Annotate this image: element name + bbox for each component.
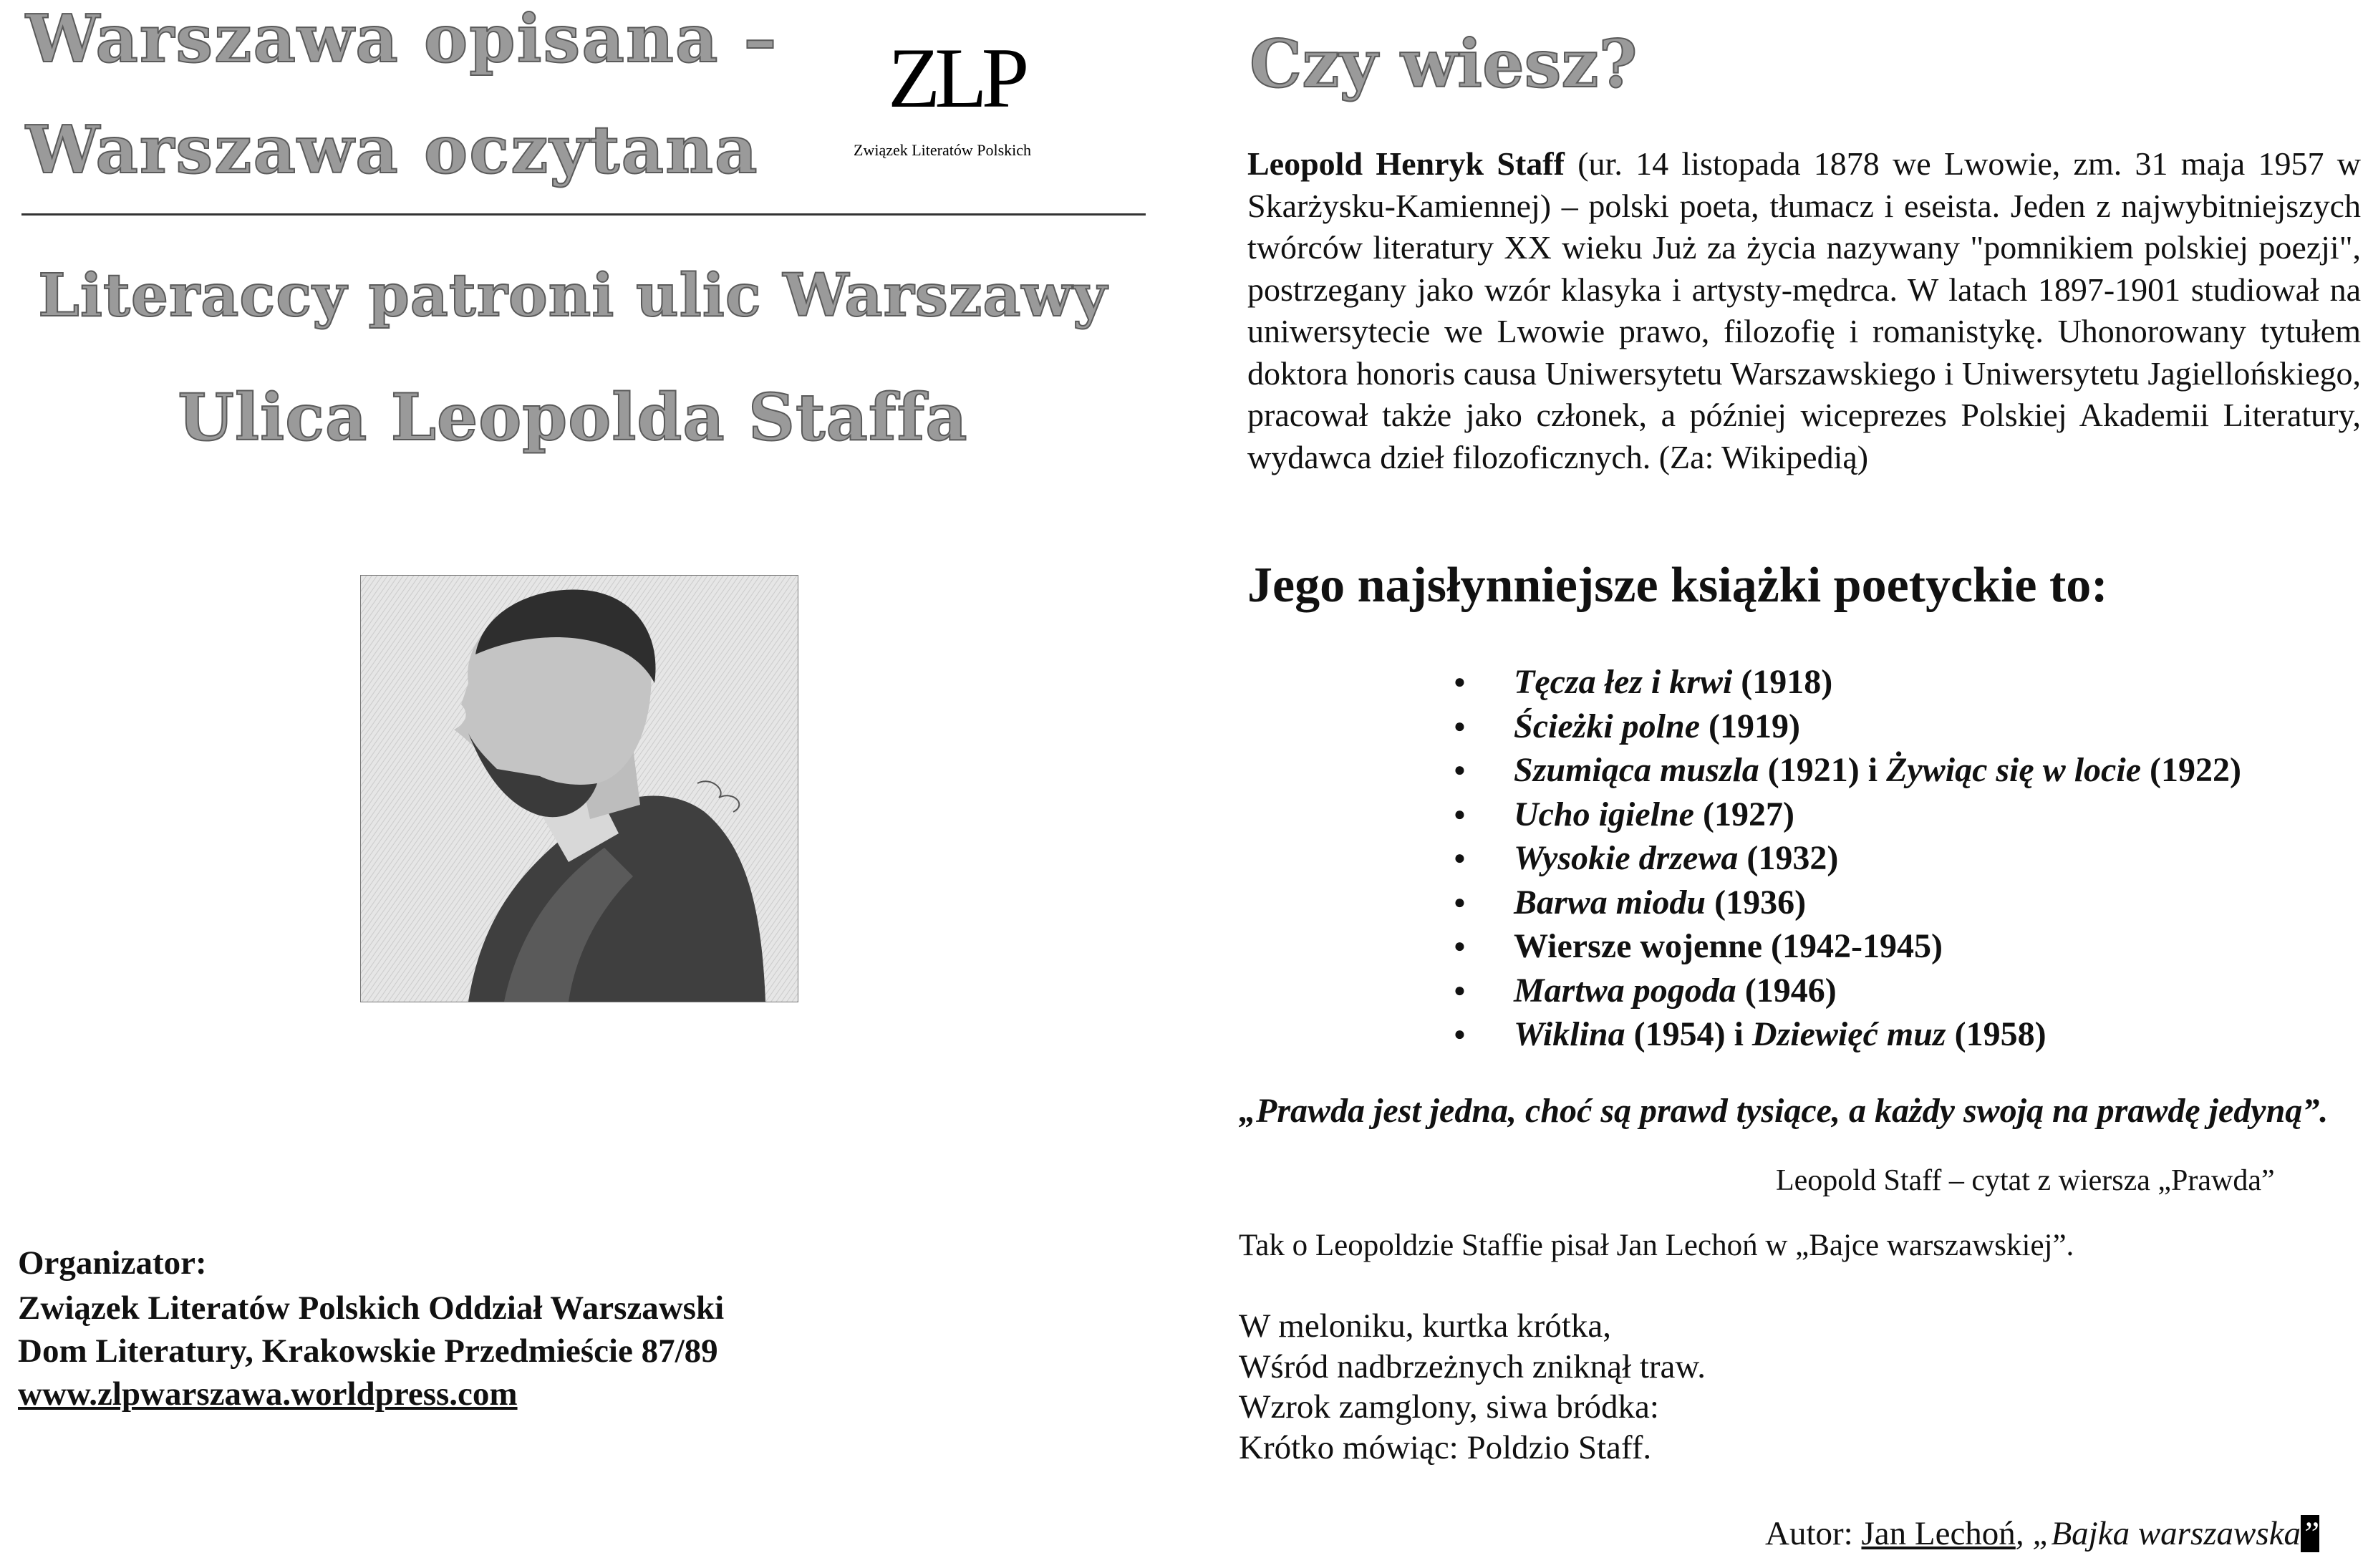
book-year: (1954) i xyxy=(1625,1015,1752,1053)
book-title: Martwa pogoda xyxy=(1514,971,1736,1010)
book-title: Wiersze wojenne (1942-1945) xyxy=(1514,927,1943,965)
book-year: (1921) i xyxy=(1759,751,1887,789)
poem-line: Wśród nadbrzeżnych zniknął traw. xyxy=(1239,1348,1706,1385)
book-title: Dziewięć muz xyxy=(1751,1015,1946,1053)
author-work: , „Bajka warszawska xyxy=(2015,1515,2301,1552)
list-item xyxy=(1454,924,2241,969)
quote-text: „Prawda jest jedna, choć są prawd tysiące, a każdy swoją na prawdę jedyną”. xyxy=(1239,1092,2329,1130)
book-year: (1927) xyxy=(1693,795,1794,833)
biography-text: (ur. 14 listopada 1878 we Lwowie, zm. 31 maja 1957 w Skarżysku-Kamiennej) – polski poeta, tłumacz i eseista. Jeden z najwybitniejszych twórców literatury XX wieku Już za życia nazywany "pomnikiem polskiej poezji", postrzegany jako wzór klasyka i artysty-mędrca. W latach 1897-1901 studiował na uniwersytecie we Lwowie prawo, filozofię i romanistykę. Uhonorowany tytułem doktora honoris causa Uniwersytetu Warszawskiego i Uniwersytetu Jagiellońskiego, pracował także jako członek, a później wiceprezes Polskiej Akademii Literatury, wydawca dzieł filozoficznych. (Za: Wikipedią) xyxy=(1247,145,2361,475)
poem-line: W meloniku, kurtka krótka, xyxy=(1239,1307,1611,1345)
poem-line: Krótko mówiąc: Poldzio Staff. xyxy=(1239,1429,1652,1466)
book-year: (1918) xyxy=(1732,663,1833,701)
book-year: (1922) xyxy=(2141,751,2241,789)
series-title-line1: Warszawa opisana – xyxy=(26,0,778,77)
text-cursor: ” xyxy=(2301,1515,2320,1552)
list-item xyxy=(1454,1012,2241,1057)
book-title: Ucho igielne xyxy=(1514,795,1694,833)
list-item xyxy=(1454,793,2241,837)
book-year: (1958) xyxy=(1946,1015,2047,1053)
list-item xyxy=(1454,660,2241,705)
book-title: Ścieżki polne xyxy=(1514,707,1700,745)
book-title: Wysokie drzewa xyxy=(1514,839,1739,877)
book-title: Wiklina xyxy=(1514,1015,1625,1053)
poem-line: Wzrok zamglony, siwa bródka: xyxy=(1239,1388,1659,1426)
book-title: Barwa miodu xyxy=(1514,883,1706,921)
biography-name: Leopold Henryk Staff xyxy=(1247,145,1565,182)
organizer-website-link[interactable]: www.zlpwarszawa.worldpress.com xyxy=(18,1375,518,1413)
portrait-image xyxy=(360,575,798,1002)
author-prefix: Autor: xyxy=(1765,1515,1862,1552)
organizer-label: Organizator: xyxy=(18,1244,207,1282)
book-title: Tęcza łez i krwi xyxy=(1514,663,1733,701)
book-year: (1932) xyxy=(1738,839,1839,877)
quote-attribution: Leopold Staff – cytat z wiersza „Prawda” xyxy=(1776,1164,2275,1197)
book-year: (1946) xyxy=(1736,971,1837,1010)
zlp-logo xyxy=(845,29,1074,172)
did-you-know-heading: Czy wiesz? xyxy=(1250,25,1638,102)
book-title: Żywiąc się w locie xyxy=(1886,751,2141,789)
books-list xyxy=(1454,660,2241,1057)
list-item xyxy=(1454,881,2241,925)
author-name-link[interactable]: Jan Lechoń xyxy=(1861,1515,2016,1552)
header-divider xyxy=(21,213,1146,216)
logo-caption: Związek Literatów Polskich xyxy=(854,141,1032,159)
list-item xyxy=(1454,748,2241,793)
poem-intro: Tak o Leopoldzie Staffie pisał Jan Lechoń w „Bajce warszawskiej”. xyxy=(1239,1229,2074,1262)
biography-paragraph xyxy=(1247,143,2361,478)
poem-author xyxy=(1765,1514,2319,1553)
street-title: Ulica Leopolda Staffa xyxy=(178,379,968,455)
subtitle: Literaccy patroni ulic Warszawy xyxy=(38,261,1108,330)
book-year: (1936) xyxy=(1706,883,1807,921)
series-title-line2: Warszawa oczytana xyxy=(26,111,759,188)
portrait-drawing xyxy=(361,576,798,1002)
list-item xyxy=(1454,969,2241,1013)
organizer-name: Związek Literatów Polskich Oddział Warszawski xyxy=(18,1289,725,1327)
books-heading: Jego najsłynniejsze książki poetyckie to: xyxy=(1247,558,2108,613)
organizer-address: Dom Literatury, Krakowskie Przedmieście 87/89 xyxy=(18,1332,718,1370)
book-title: Szumiąca muszla xyxy=(1514,751,1759,789)
book-year: (1919) xyxy=(1700,707,1800,745)
list-item xyxy=(1454,836,2241,881)
list-item xyxy=(1454,705,2241,749)
logo-letters: ZLP xyxy=(888,30,1024,125)
